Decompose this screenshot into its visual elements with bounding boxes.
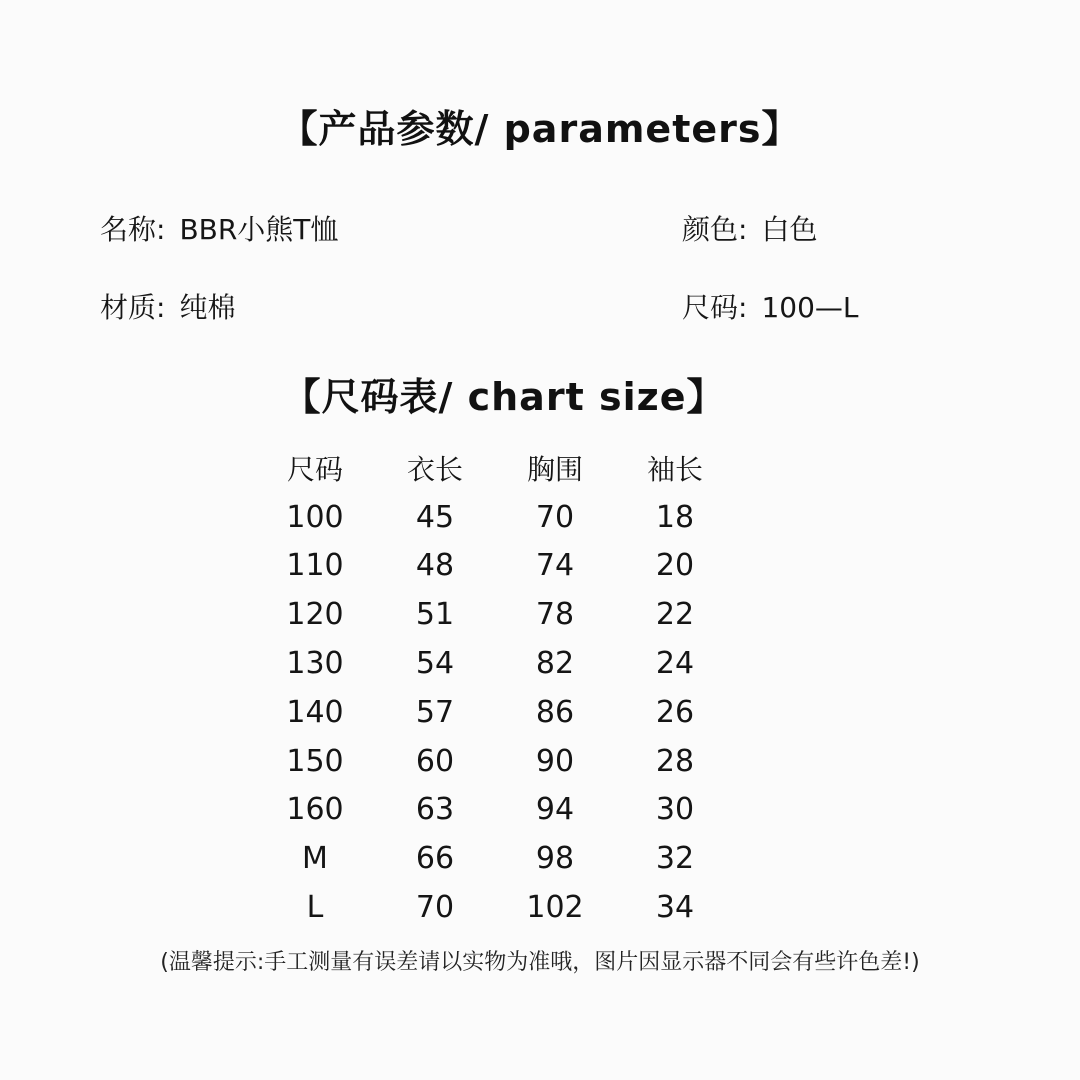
- cell-size: 110: [286, 548, 344, 584]
- table-row: [255, 883, 735, 932]
- header-sleeve: 袖长: [646, 453, 703, 487]
- measurement-note: (温馨提示:手工测量有误差请以实物为准哦，图片因显示器不同会有些许色差!): [160, 950, 920, 975]
- cell-size: M: [302, 841, 328, 877]
- param-color-label: 颜色:: [682, 213, 748, 246]
- cell-sleeve: 28: [655, 743, 695, 779]
- cell-size: 140: [286, 694, 344, 730]
- param-size: [682, 286, 858, 326]
- param-material-value: 纯棉: [179, 291, 236, 324]
- cell-chest: 90: [535, 743, 575, 779]
- cell-chest: 74: [535, 548, 575, 584]
- table-row: [255, 590, 735, 639]
- table-row: [255, 786, 735, 835]
- cell-sleeve: 30: [655, 792, 695, 828]
- cell-sleeve: 18: [655, 499, 695, 535]
- param-name-value: BBR小熊T恤: [179, 213, 339, 246]
- header-length: 衣长: [406, 453, 463, 487]
- table-row: [255, 737, 735, 786]
- size-table: [255, 444, 735, 932]
- cell-length: 54: [415, 646, 455, 682]
- cell-length: 66: [415, 841, 455, 877]
- cell-length: 60: [415, 743, 455, 779]
- cell-size: L: [306, 890, 324, 926]
- cell-chest: 86: [535, 694, 575, 730]
- table-row: [255, 493, 735, 542]
- cell-size: 160: [286, 792, 344, 828]
- cell-sleeve: 20: [655, 548, 695, 584]
- cell-length: 70: [415, 890, 455, 926]
- cell-size: 100: [286, 499, 344, 535]
- param-name-label: 名称:: [100, 213, 166, 246]
- cell-sleeve: 26: [655, 694, 695, 730]
- cell-size: 120: [286, 597, 344, 633]
- param-size-value: 100—L: [761, 291, 859, 324]
- param-color: [682, 208, 817, 248]
- cell-size: 130: [286, 646, 344, 682]
- param-color-value: 白色: [761, 213, 818, 246]
- param-size-label: 尺码:: [682, 291, 748, 324]
- cell-chest: 78: [535, 597, 575, 633]
- cell-sleeve: 24: [655, 646, 695, 682]
- cell-chest: 94: [535, 792, 575, 828]
- table-row: [255, 688, 735, 737]
- parameters-title: 【产品参数/ parameters】: [279, 107, 801, 151]
- cell-length: 63: [415, 792, 455, 828]
- param-material: [100, 286, 235, 326]
- cell-sleeve: 22: [655, 597, 695, 633]
- table-header-row: [255, 444, 735, 493]
- cell-chest: 82: [535, 646, 575, 682]
- cell-chest: 102: [526, 890, 584, 926]
- table-row: [255, 639, 735, 688]
- cell-length: 48: [415, 548, 455, 584]
- header-chest: 胸围: [526, 453, 583, 487]
- cell-sleeve: 32: [655, 841, 695, 877]
- cell-chest: 70: [535, 499, 575, 535]
- size-chart-title: 【尺码表/ chart size】: [282, 375, 726, 419]
- param-name: [100, 208, 338, 248]
- cell-size: 150: [286, 743, 344, 779]
- table-row: [255, 542, 735, 591]
- table-row: [255, 834, 735, 883]
- cell-sleeve: 34: [655, 890, 695, 926]
- cell-length: 45: [415, 499, 455, 535]
- cell-length: 51: [415, 597, 455, 633]
- header-size: 尺码: [286, 453, 343, 487]
- param-material-label: 材质:: [100, 291, 166, 324]
- cell-chest: 98: [535, 841, 575, 877]
- cell-length: 57: [415, 694, 455, 730]
